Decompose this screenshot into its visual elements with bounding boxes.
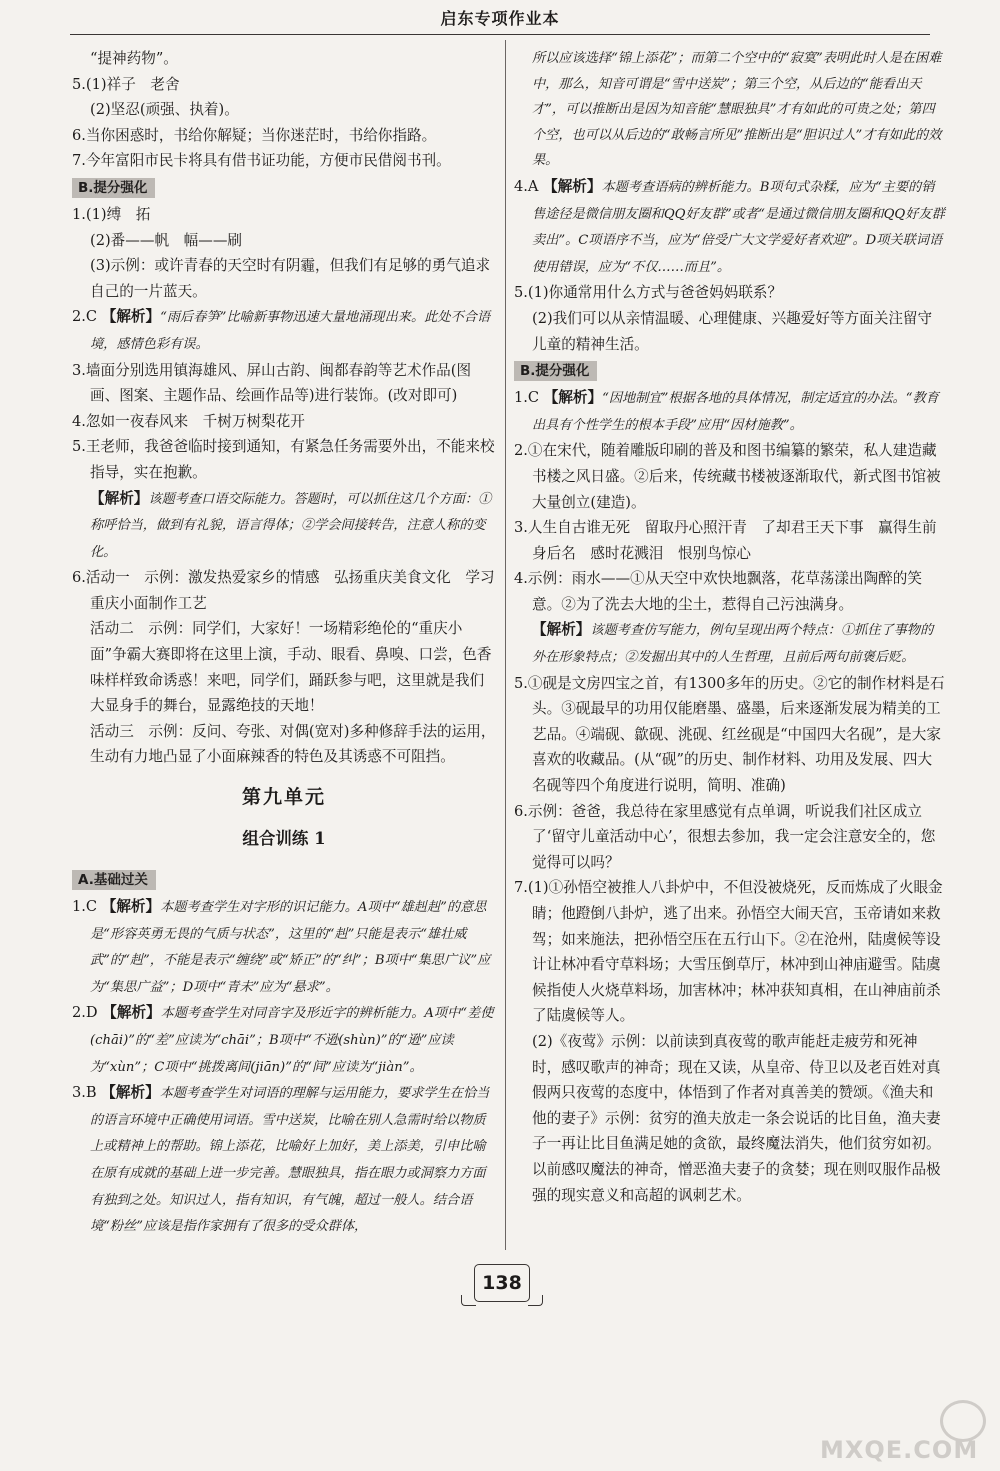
answer-line: (2)番——帆 幅——刷 [90,231,243,249]
answer-item [514,385,946,438]
answer-item [72,894,496,1000]
analysis-text: 该题考查口语交际能力。答题时，可以抓住这几个方面：①称呼恰当，做到有礼貌，语言得体；②学会间接转告，注意人称的变化。 [90,491,492,560]
answer-line: 5.王老师，我爸爸临时接到通知，有紧急任务需要外出，不能来校指导，实在抱歉。 [72,438,495,481]
answer-key: 4.A [514,177,539,195]
analysis-block [72,486,496,566]
analysis-tag: 【解析】 [532,621,591,639]
unit-title: 第九单元 [241,786,326,809]
answer-line: 2.①在宋代，随着雕版印刷的普及和图书编纂的繁荣，私人建造藏书楼之风日盛。②后来，传统藏书楼被逐渐取代，新式图书馆被大量创立(建造)。 [514,442,941,511]
header-title: 启东专项作业本 [440,9,560,28]
section-heading-a: A.基础过关 [72,870,156,890]
answer-line: 1.(1)缚 拓 [72,205,151,223]
analysis-text: 该题考查仿写能力，例句呈现出两个特点：①抓住了事物的外在形象特点；②发掘出其中的人生哲理，且前后两句前褒后贬。 [532,623,934,666]
answer-line: 6.当你困惑时，书给你解疑；当你迷茫时，书给你指路。 [72,126,437,144]
answer-key: 2.C [72,308,98,326]
watermark-text: MXQE.COM [820,1436,979,1464]
analysis-text: 所以应该选择“锦上添花”；而第二个空中的“寂寞”表明此时人是在困难中，那么，知音可谓是“雪中送炭”；第三个空，从后边的“能看出天才”，可以推断出是因为知音能“慧眼独具”才有如此的可贵之处；第四个空，也可以从后边的“敢畅言所见”推断出是“胆识过人”才有如此的效果。 [532,51,942,169]
analysis-text: “雨后春笋”比喻新事物迅速大量地涌现出来。此处不合语境，感情色彩有误。 [90,310,491,352]
answer-line: 3.墙面分别选用镇海雄风、屏山古韵、闽都春韵等艺术作品(图画、图案、主题作品、绘画作品等)进行装饰。(改对即可) [72,361,472,405]
page-number: 138 [474,1264,530,1302]
analysis-text: 本题考查语病的辨析能力。B项句式杂糅，应为“主要的销售途径是微信朋友圈和QQ好友群”或者“是通过微信朋友圈和QQ好友群卖出”。C项语序不当，应为“倍受广大文学爱好者欢迎”。D项关联词语使用错误，应为“不仅……而且”。 [532,179,945,275]
answer-line: (2)坚忍(顽强、执着)。 [90,101,239,119]
analysis-text: 本题考查学生对字形的识记能力。A项中“雄赳赳”的意思是“形容英勇无畏的气质与状态”，这里的“赳”只能是表示“雄壮威武”的“赳”，不能是表示“缠绕”或“矫正”的“纠”；B项中“集思广议”应为“集思广益”；D项中“青未”应为“悬求”。 [90,900,491,995]
column-divider [505,40,506,1250]
answer-item [72,1000,496,1080]
page-header [70,0,930,35]
answer-item [72,1080,496,1240]
analysis-tag: 【解析】 [543,389,603,407]
answer-line: 4.示例：雨水——①从天空中欢快地飘落，花草荡漾出陶醉的笑意。②为了洗去大地的尘土，惹得自己污浊满身。 [514,570,922,613]
answer-line: 7.今年富阳市民卡将具有借书证功能，方便市民借阅书刊。 [72,152,451,170]
answer-line: (2)我们可以从亲情温暖、心理健康、兴趣爱好等方面关注留守儿童的精神生活。 [532,309,933,353]
analysis-text: “因地制宜”根据各地的具体情况，制定适宜的办法。“教育出具有个性学生的根本手段”应用“因材施教”。 [532,391,939,433]
answer-line: 5.(1)祥子 老舍 [72,75,180,93]
analysis-tag: 【解析】 [90,489,149,507]
answer-key: 1.C [514,389,540,407]
left-column [72,46,496,1240]
answer-item [72,304,496,357]
answer-line: (3)示例：或许青春的天空时有阴霾，但我们有足够的勇气追求自己的一片蓝天。 [90,257,491,300]
analysis-text: 本题考查学生对同音字及形近字的辨析能力。A项中“差使(chāi)”的“差”应读为“chāi”；B项中“不逊(shùn)”的“逊”应读为“xùn”；C项中“挑拨离间(jiān)”的“间”应读为“jiàn”。 [90,1006,494,1075]
answer-line: 5.(1)你通常用什么方式与爸爸妈妈联系？ [514,284,783,302]
watermark [800,1400,990,1464]
answer-line: 6.示例：爸爸，我总待在家里感觉有点单调，听说我们社区成立了‘留守儿童活动中心’，很想去参加，我一定会注意安全的，您觉得可以吗？ [514,802,936,871]
subsection-title: 组合训练 1 [242,829,326,849]
answer-item [514,174,946,280]
answer-key: 1.C [72,898,98,916]
analysis-tag: 【解析】 [101,308,161,326]
analysis-tag: 【解析】 [101,1084,160,1102]
analysis-tag: 【解析】 [543,177,602,195]
answer-line: 6.活动一 示例：激发热爱家乡的情感 弘扬重庆美食文化 学习重庆小面制作工艺 [72,569,495,612]
answer-line: 活动三 示例：反问、夸张、对偶(宽对)多种修辞手法的运用，生动有力地凸显了小面麻辣香的特色及其诱惑不可阻挡。 [90,722,496,766]
answer-line: 3.人生自古谁无死 留取丹心照汗青 了却君王天下事 赢得生前身后名 感时花溅泪 恨别鸟惊心 [514,519,937,562]
section-heading-b: B.提分强化 [72,178,155,198]
answer-line: 4.忽如一夜春风来 千树万树梨花开 [72,412,305,430]
answer-line: “提神药物”。 [90,50,178,67]
answer-line: 5.①砚是文房四宝之首，有1300多年的历史。②它的制作材料是石头。③砚最早的功用仅能磨墨、盛墨，后来逐渐发展为精美的工艺品。④端砚、歙砚、洮砚、红丝砚是“中国四大名砚”，是大家喜欢的收藏品。(从“砚”的历史、制作材料、功用及发展、四大名砚等四个角度进行说明，简明、准确) [514,674,945,795]
answer-key: 3.B [72,1084,97,1102]
analysis-tag: 【解析】 [101,898,161,916]
analysis-tag: 【解析】 [102,1004,161,1022]
right-column [514,46,946,1208]
answer-line: 活动二 示例：同学们，大家好！一场精彩绝伦的“重庆小面”争霸大赛即将在这里上演，手动、眼看、鼻嗅、口尝，色香味样样致命诱惑！来吧，同学们，踊跃参与吧，这里就是我们大显身手的舞台，显露绝技的天地！ [90,620,492,715]
answer-key: 2.D [72,1004,98,1022]
answer-line: 7.(1)①孙悟空被推人八卦炉中，不但没被烧死，反而炼成了火眼金睛；他蹬倒八卦炉，逃了出来。孙悟空大闹天宫，玉帝请如来救驾；如来施法，把孙悟空压在五行山下。②在沧州，陆虞候等设计让林冲看守草料场；大雪压倒草厅，林冲到山神庙避雪。陆虞候指使人火烧草料场，加害林冲；林冲获知真相，在山神庙前杀了陆虞候等人。 [514,879,943,1025]
section-heading-b: B.提分强化 [514,361,597,381]
answer-line: (2)《夜莺》示例：以前读到真夜莺的歌声能赶走疲劳和死神时，感叹歌声的神奇；现在又读，从皇帝、侍卫以及老百姓对真假两只夜莺的态度中，体悟到了作者对真善美的赞颂。《渔夫和他的妻子》示例：贫穷的渔夫放走一条会说话的比目鱼，渔夫妻子一再让比目鱼满足她的贪欲，最终魔法消失，他们贫穷如初。以前感叹魔法的神奇，憎恶渔夫妻子的贪婪；现在则叹服作品极强的现实意义和高超的讽刺艺术。 [532,1032,941,1204]
analysis-block [514,617,946,670]
analysis-text: 本题考查学生对词语的理解与运用能力，要求学生在恰当的语言环境中正确使用词语。雪中送炭，比喻在别人急需时给以物质上或精神上的帮助。锦上添花，比喻好上加好，美上添美，引申比喻在原有成就的基础上进一步完善。慧眼独具，指在眼力或洞察力方面有独到之处。知识过人，指有知识，有气魄，超过一般人。结合语境“粉丝”应该是指作家拥有了很多的受众群体， [90,1086,490,1235]
